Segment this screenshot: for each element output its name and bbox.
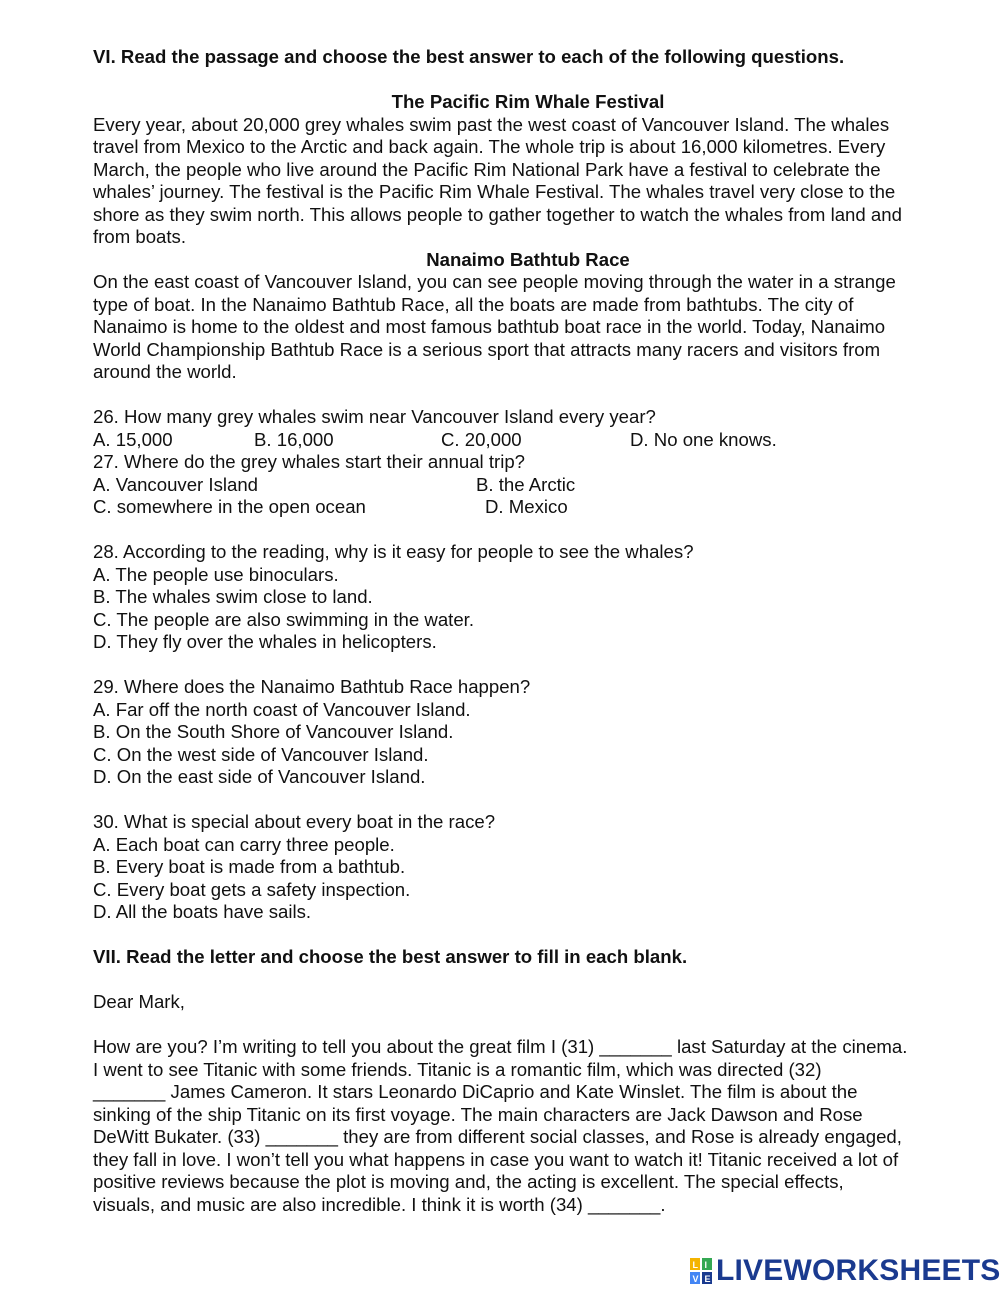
svg-text:V: V	[692, 1274, 699, 1284]
passage-line: On the east coast of Vancouver Island, you can see people moving through the water in a strange	[93, 271, 896, 292]
option-b[interactable]: B. the Arctic	[476, 473, 576, 495]
svg-text:I: I	[704, 1260, 708, 1270]
option-b[interactable]: B. On the South Shore of Vancouver Island.	[93, 721, 454, 742]
option-a[interactable]: A. Each boat can carry three people.	[93, 833, 395, 855]
section-7-heading: VII. Read the letter and choose the best answer to fill in each blank.	[93, 946, 688, 967]
option-d[interactable]: D. They fly over the whales in helicopters.	[93, 631, 437, 652]
letter-line: How are you? I’m writing to tell you about the great film I (31) _______ last Saturday at the cinema.	[93, 1036, 908, 1057]
question-text: 30. What is special about every boat in the race?	[93, 811, 496, 832]
passage-2-title: Nanaimo Bathtub Race	[426, 248, 630, 270]
section-6-heading: VI. Read the passage and choose the best answer to each of the following questions.	[93, 46, 845, 67]
letter-line: I went to see Titanic with some friends. Titanic is a romantic film, which was directed (32)	[93, 1058, 822, 1080]
question-text: 26. How many grey whales swim near Vancouver Island every year?	[93, 406, 656, 427]
letter-line: sinking of the ship Titanic on its first voyage. The main characters are Jack Dawson and Rose	[93, 1103, 863, 1125]
question-26	[93, 406, 963, 451]
passage-line: shore as they swim north. This allows people to gather together to watch the whales from land and	[93, 203, 902, 225]
option-c[interactable]: C. somewhere in the open ocean	[93, 496, 366, 517]
worksheet-content	[93, 46, 963, 1216]
passage-2-body	[93, 271, 963, 384]
passage-line: Every year, about 20,000 grey whales swim past the west coast of Vancouver Island. The whales	[93, 113, 890, 135]
svg-text:L: L	[692, 1260, 698, 1270]
letter-line: DeWitt Bukater. (33) _______ they are from different social classes, and Rose is already engaged,	[93, 1126, 902, 1147]
option-d[interactable]: D. No one knows.	[630, 428, 777, 450]
option-d[interactable]: D. All the boats have sails.	[93, 901, 312, 922]
option-b[interactable]: B. 16,000	[254, 428, 334, 450]
option-b[interactable]: B. Every boat is made from a bathtub.	[93, 856, 406, 877]
option-d[interactable]: D. On the east side of Vancouver Island.	[93, 766, 426, 787]
passage-line: World Championship Bathtub Race is a serious sport that attracts many racers and visitors from	[93, 338, 881, 360]
letter-greeting: Dear Mark,	[93, 991, 185, 1012]
logo-text: LIVEWORKSHEETS	[716, 1254, 1000, 1287]
letter-line: positive reviews because the plot is moving and, the acting is excellent. The special effects,	[93, 1171, 844, 1192]
question-29	[93, 676, 963, 789]
letter-body	[93, 1036, 963, 1216]
option-c[interactable]: C. The people are also swimming in the water.	[93, 608, 475, 630]
passage-line: March, the people who live around the Pacific Rim National Park have a festival to celebrate the	[93, 158, 881, 180]
liveworksheets-logo-icon	[690, 1258, 712, 1284]
option-b[interactable]: B. The whales swim close to land.	[93, 586, 373, 607]
option-a[interactable]: A. The people use binoculars.	[93, 563, 339, 585]
passage-1-body	[93, 114, 963, 249]
question-28	[93, 541, 963, 654]
svg-text:E: E	[704, 1274, 711, 1284]
letter-line: visuals, and music are also incredible. I think it is worth (34) _______.	[93, 1193, 666, 1215]
option-c[interactable]: C. Every boat gets a safety inspection.	[93, 878, 411, 900]
passage-line: whales’ journey. The festival is the Pacific Rim Whale Festival. The whales travel very close to the	[93, 181, 896, 202]
passage-line: travel from Mexico to the Arctic and back again. The whole trip is about 16,000 kilometres. Every	[93, 136, 886, 157]
passage-1-title: The Pacific Rim Whale Festival	[391, 91, 665, 112]
question-text: 29. Where does the Nanaimo Bathtub Race happen?	[93, 676, 531, 697]
option-a[interactable]: A. Vancouver Island	[93, 473, 259, 495]
question-text: 28. According to the reading, why is it easy for people to see the whales?	[93, 541, 694, 562]
passage-line: from boats.	[93, 226, 187, 247]
question-30	[93, 811, 963, 924]
passage-line: around the world.	[93, 361, 237, 382]
question-27	[93, 451, 963, 519]
letter-line: _______ James Cameron. It stars Leonardo DiCaprio and Kate Winslet. The film is about the	[93, 1081, 858, 1102]
letter-line: they fall in love. I won’t tell you what happens in case you want to watch it! Titanic received a lot of	[93, 1148, 899, 1170]
option-c[interactable]: C. On the west side of Vancouver Island.	[93, 743, 429, 765]
liveworksheets-logo[interactable]	[690, 1256, 1000, 1286]
option-a[interactable]: A. 15,000	[93, 428, 173, 450]
option-c[interactable]: C. 20,000	[441, 428, 522, 450]
option-d[interactable]: D. Mexico	[485, 496, 568, 517]
question-text: 27. Where do the grey whales start their annual trip?	[93, 451, 526, 472]
passage-line: type of boat. In the Nanaimo Bathtub Race, all the boats are made from bathtubs. The city of	[93, 293, 854, 315]
option-a[interactable]: A. Far off the north coast of Vancouver Island.	[93, 698, 471, 720]
passage-line: Nanaimo is home to the oldest and most famous bathtub boat race in the world. Today, Nanaimo	[93, 316, 886, 337]
